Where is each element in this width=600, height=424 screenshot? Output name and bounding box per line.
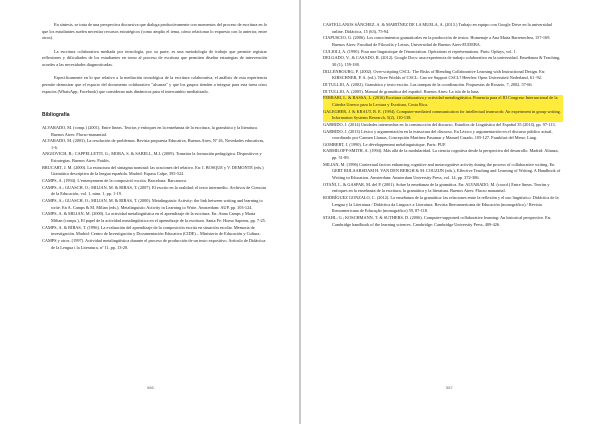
reference-item: DI TULLIO, A. (2005). Manual de gramática del español. Buenos Aires: La isla de la luna. xyxy=(323,88,480,94)
page-number: 587 xyxy=(446,385,453,390)
reference-item: OTAÑI, L. & GASPAR, M. del P. (2001). Sobre la enseñanza de la gramática. En: ALVARADO, M. (coord.) Entre líneas. Teorías y enfoques en la enseñanza de la escritura, la gramática y la literatura. Buenos Aires: Flacso manantial. xyxy=(323,181,550,194)
reference-item: CAMPS, A. & MILIAN, M. (2000). La actividad metalingüística en el aprendizaje de la escritura. En: Anna Camps y Marta Milian (comps.), El papel de la actividad metalingüística en el aprendizaje de la escritura. Santa Fe: Homo Sapiens, pp. 7-25. xyxy=(42,211,266,224)
reference-item: STAHL, G.; KOSCHMANN, T. & SUTHERS, D. (2006). Computer-supported collaborative learning: An historical perspective. En: Cambridge handbook of the learning sciences. Cambridge: Cambridge University Press, 409-426. xyxy=(323,215,552,227)
reference-item: CAMPS, A. (1994). L'ensenyament de la composició escrita. Barcelona: Barcanova. xyxy=(42,178,187,184)
reference-item: GOMBERT, J. (1990). Le développement métalinguistique. Paris: PUF. xyxy=(323,141,447,147)
right-page xyxy=(301,0,600,424)
highlighted-reference-item: FERRARI, L. & BASSA, L. (2016) Escritura colaborativa y actividad metalingüística. Ponencia para el III Congreso Internacional de la Cátedra Unesco para la Lectura y Escritura, Costa Rica. xyxy=(323,95,563,108)
reference-item: KARMILOFF-SMITH, A. (1994). Más allá de la modularidad. La ciencia cognitiva desde la perspectiva del desarrollo. Madrid: Alianza, pp. 51-89. xyxy=(323,148,559,161)
reference-item: ALVARADO, M. (2003). La resolución de problemas. Revista propuesta Educativa, Buenos Aires, Nº 26, Novedades educativas, 1-6. xyxy=(42,138,265,150)
left-page xyxy=(0,0,299,424)
bibliography-heading: Bibliografía xyxy=(42,112,70,119)
reference-item: CIAPUSCIO, G. (2006). Los conocimientos gramaticales en la producción de textos. Homenaje a Ana María Barrenechea, 157-169. Buenos Aires: Facultad de Filosofía y Letras, Universidad de Buenos Aires-EUDEBA. xyxy=(323,35,551,47)
reference-item: CAMPS, A. & RIBAS, T. (1996). La evaluación del aprendizaje de la composición escrita en situación escolar. Memoria de investigación. Madrid: Centro de Investigación y Documentación Educativa (CIDE) – Ministerio de Educación y Cultura. xyxy=(42,224,261,237)
reference-item: CAMPS, A.; GUASCH, O.; MILIAN, M. & RIBAS, T. (2007). El escrito en la oralidad: el texto intermedio. Archivos de Ciencias de la Educación, vol. 1, núm. 1, pp. 1-19. xyxy=(42,184,267,197)
reference-item: DILLENBOURG, P. (2002). Over-scripting CSCL: The Risks of Blending Collaborative Learning with Instructional Design. En: KIRSCHNER, P. A. (ed.). Three Worlds of CSCL: Can we Support CSCL? Heerlen: Open Universiteit Nederland, 61 -92. xyxy=(323,68,546,81)
reference-item: CASTELLANOS SÁNCHEZ, A. & MARTÍNEZ DE LA MUELA, A. (2013.) Trabajo en equipo con Google Drive en la universidad online. Didáctica, 15 (63), 75-94. xyxy=(323,22,552,34)
reference-item: GARRIDO, J. (2014) Unidades intermedias en la construcción del discurso. Estudios de Lingüística del Español 35 (2014), pp. 97-113. xyxy=(323,121,556,127)
reference-item: GARRIDO, J. (2013) Léxico y argumentación en la estructura del discurso. En Léxico y argumentación en el discurso público actual, coordinado por Carmen Llamas, Concepción Martínez Pasamar y Manuel Casado, 105-127. Frankfurt del Meno: Lang. xyxy=(323,128,553,141)
page-number: 586 xyxy=(147,385,154,390)
paragraph: La escritura colaborativa mediada por tecnología, por su parte, es una metodología de trabajo que permite registrar reflexiones y dificultades de los estudiantes en torno al proceso de escritura que permiten diseñar estrategias de intervención acordes a las necesidades diagnosticadas. xyxy=(42,48,267,67)
reference-item: MILIAN, M. (1996) Contextual factors enhancing cognitive and metacognitive activity during the process of collaborative writing. En GERT RIJLAARSDAM H. VAN DEN BERGH & M. COUZIJN (eds.), Effective Teaching and Learning of Writing. A Handbook of Writing in Education. Amsterdam: Amsterdam University Press, vol. 14, pp. 372-386. xyxy=(323,161,561,181)
paragraph: Especificamente en lo que relativo a la mediación tecnológica de la escritura colaborativa, el análisis de esta experiencia permite demostrar que el espacio del documento colaborativo "alcanza" y que los grupos tienden a integrar para esta tarea otros espacios (WhatsApp, Facebook) que consideran más dinámicos para el intercambio mediatizado. xyxy=(42,75,267,94)
reference-item: ALVARADO, M. (comp.) (2001). Entre líneas. Teorías y enfoques en la enseñanza de la escritura, la gramática y la literatura. Buenos Aires: Flacso-manantial. xyxy=(42,124,258,137)
highlighted-reference-item: GALEGHER, J. & KRAUT, R. E. (1994). Computer-mediated communication for intellectual teamwork: An experiment in group writing. Information Systems Research, 5(2), 110-138. xyxy=(323,109,563,122)
reference-item: CAMPS y otros. (1997). Actividad metalingüística durante el proceso de producción de un texto expositivo. Artículo de Didáctica de la Lengua i la Literatura, nº 11, pp. 13-28. xyxy=(42,238,266,250)
reference-item: BRUCART, J. M. (2000). La estructura del sintagma nominal: las oraciones del relativo. En: I. BOSQUE y V. DEMONTE (eds.) Gramática descriptiva de la lengua española. Madrid: Espasa Calpe, 395-522. xyxy=(42,164,264,177)
reference-item: RODRÍGUEZ GONZALO, C. (2012). La enseñanza de la gramática: las relaciones entre la reflexión y el uso lingüístico. Didáctica de la Lengua y la Literatura / Didáctica da Lingua e a Literatura. Revista Iberoamericana de Educación (monográfico) / Revista Iberoamericana de Educação (monográfico) 59, 87-118. xyxy=(323,195,559,214)
reference-item: ANGIOVICH, B.; CAPPELLETTI, G.; MORA, S. & SABELL, M.J. (2009). Transitar la formación pedagógica. Dispositivos y Estrategias. Buenos Aires: Paidós. xyxy=(42,151,262,164)
reference-item: CULIOLI, A. (1990). Pour une linguistique de l'énonciation. Opérations et représentations. Paris: Ophrys, vol. 1. xyxy=(323,48,517,54)
reference-list-right xyxy=(323,22,563,228)
reference-list-left xyxy=(42,125,267,251)
reference-item: DELGADO, V., & CASADO, R. (2012). Google Docs: una experiencia de trabajo colaborativo en la universidad. Enseñanza & Teaching, 30 (1), 159-180. xyxy=(323,55,561,67)
left-column xyxy=(42,22,267,251)
paragraph: En síntesis, se trata de una perspectiva discursiva que dialoga productivamente con momentos del proceso de escritura en lo que los estudiantes suelen necesitar recursos estratégicos (como amplio el tema, cómo relacionar lo expuesto con lo anterior, entre otros). xyxy=(42,22,267,41)
reference-item: CAMPS, A.; GUASCH, O.; MILIAN, M. & RIBAS, T. (2000). Metalinguistic Activity: the link between writing and learning to write. En A. Camps & M. Milian (eds.), Metalinguistic Activity in Learning to Write. Amsterdam: AUP, pp. 103-124. xyxy=(42,198,263,210)
reference-item: DI TULLIO, A. (2002). Gramática y texto escrito. Las trampas de la coordinación. Propuestas de Rosario, 7, 2002, 57-66. xyxy=(323,81,533,87)
